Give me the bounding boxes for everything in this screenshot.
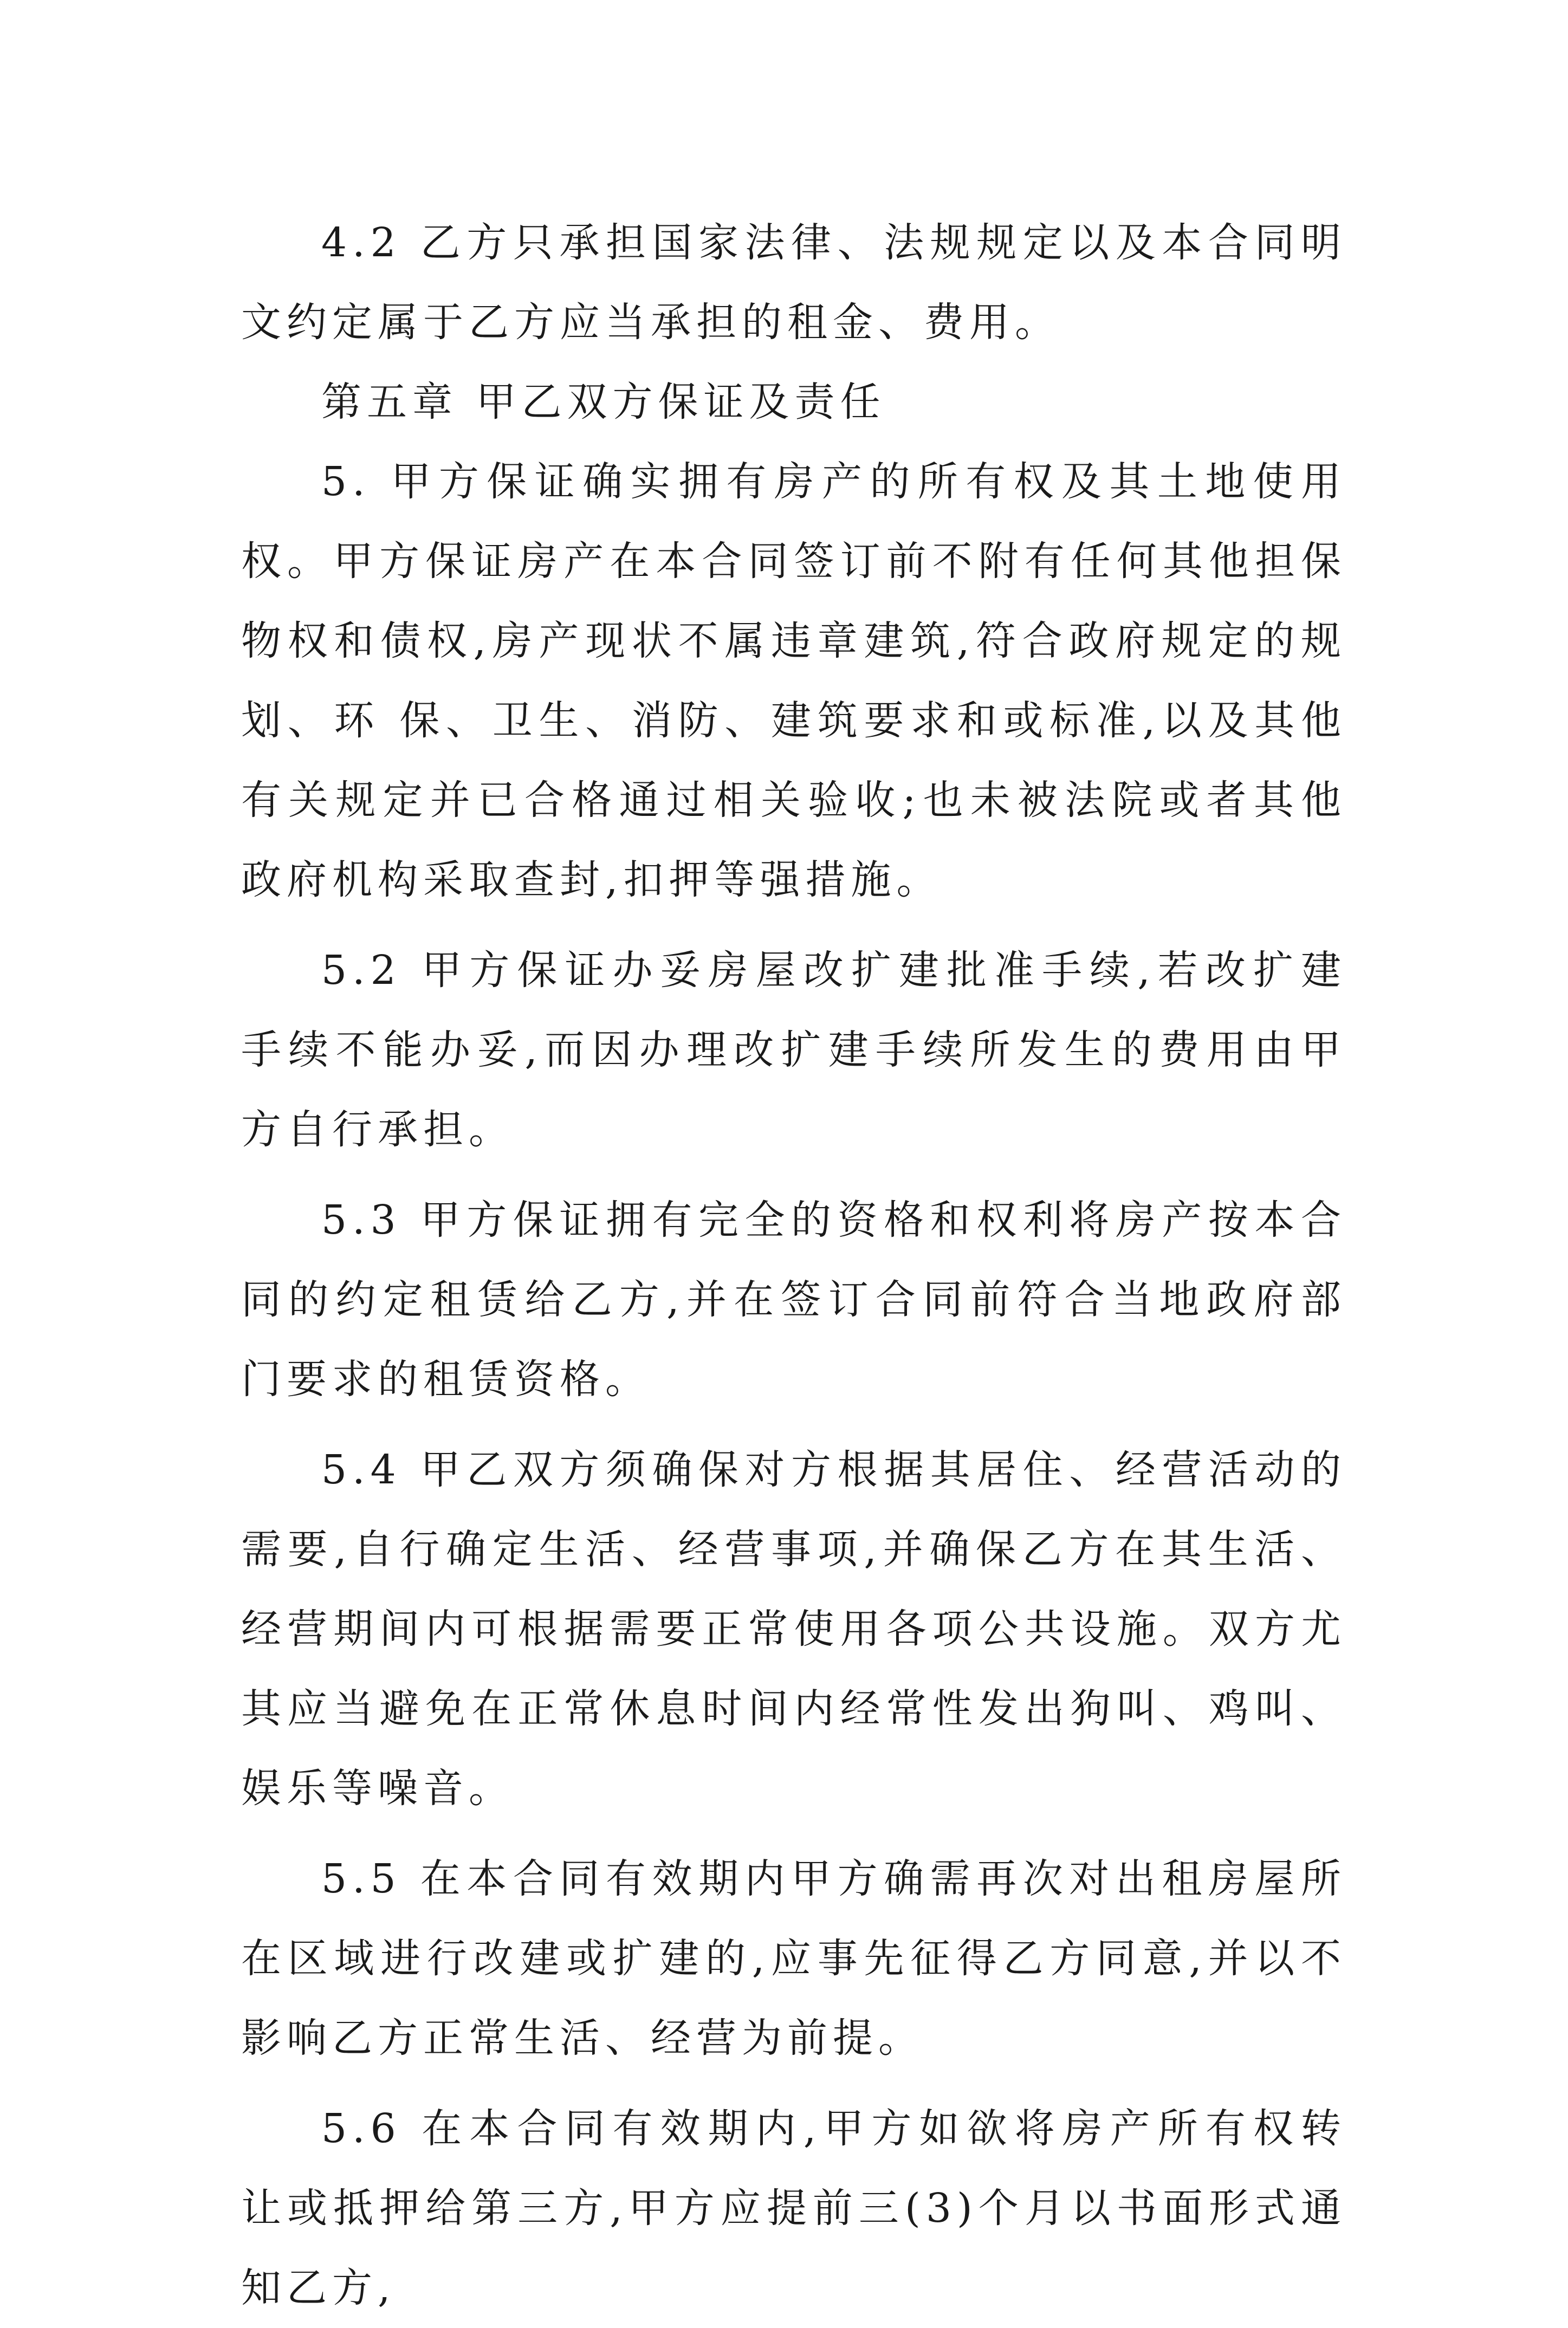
clause-5-5: 5.5 在本合同有效期内甲方确需再次对出租房屋所在区域进行改建或扩建的,应事先征得乙方同意,并以不影响乙方正常生活、经营为前提。 [241, 1856, 1346, 2061]
clause-5-3: 5.3 甲方保证拥有完全的资格和权利将房产按本合同的约定租赁给乙方,并在签订合同前符合当地政府部门要求的租赁资格。 [241, 1197, 1346, 1403]
document-body [241, 203, 1346, 2328]
clause-5-6: 5.6 在本合同有效期内,甲方如欲将房产所有权转让或抵押给第三方,甲方应提前三(3)个月以书面形式通知乙方, [241, 2105, 1346, 2311]
clause-5: 5. 甲方保证确实拥有房产的所有权及其土地使用权。甲方保证房产在本合同签订前不附有任何其他担保物权和债权,房产现状不属违章建筑,符合政府规定的规划、环 保、卫生、消防、建筑要求和或标准,以及其他有关规定并已合格通过相关验收;也未被法院或者其他政府机构采取查封,扣押等强措施。 [241, 458, 1346, 903]
clause-5-2: 5.2 甲方保证办妥房屋改扩建批准手续,若改扩建手续不能办妥,而因办理改扩建手续所发生的费用由甲方自行承担。 [241, 947, 1346, 1153]
chapter-5-heading: 第五章 甲乙双方保证及责任 [321, 379, 886, 425]
clause-4-2: 4.2 乙方只承担国家法律、法规规定以及本合同明文约定属于乙方应当承担的租金、费用。 [241, 219, 1346, 346]
clause-5-4: 5.4 甲乙双方须确保对方根据其居住、经营活动的需要,自行确定生活、经营事项,并确保乙方在其生活、经营期间内可根据需要正常使用各项公共设施。双方尤其应当避免在正常休息时间内经常性发出狗叫、鸡叫、娱乐等噪音。 [241, 1447, 1346, 1812]
